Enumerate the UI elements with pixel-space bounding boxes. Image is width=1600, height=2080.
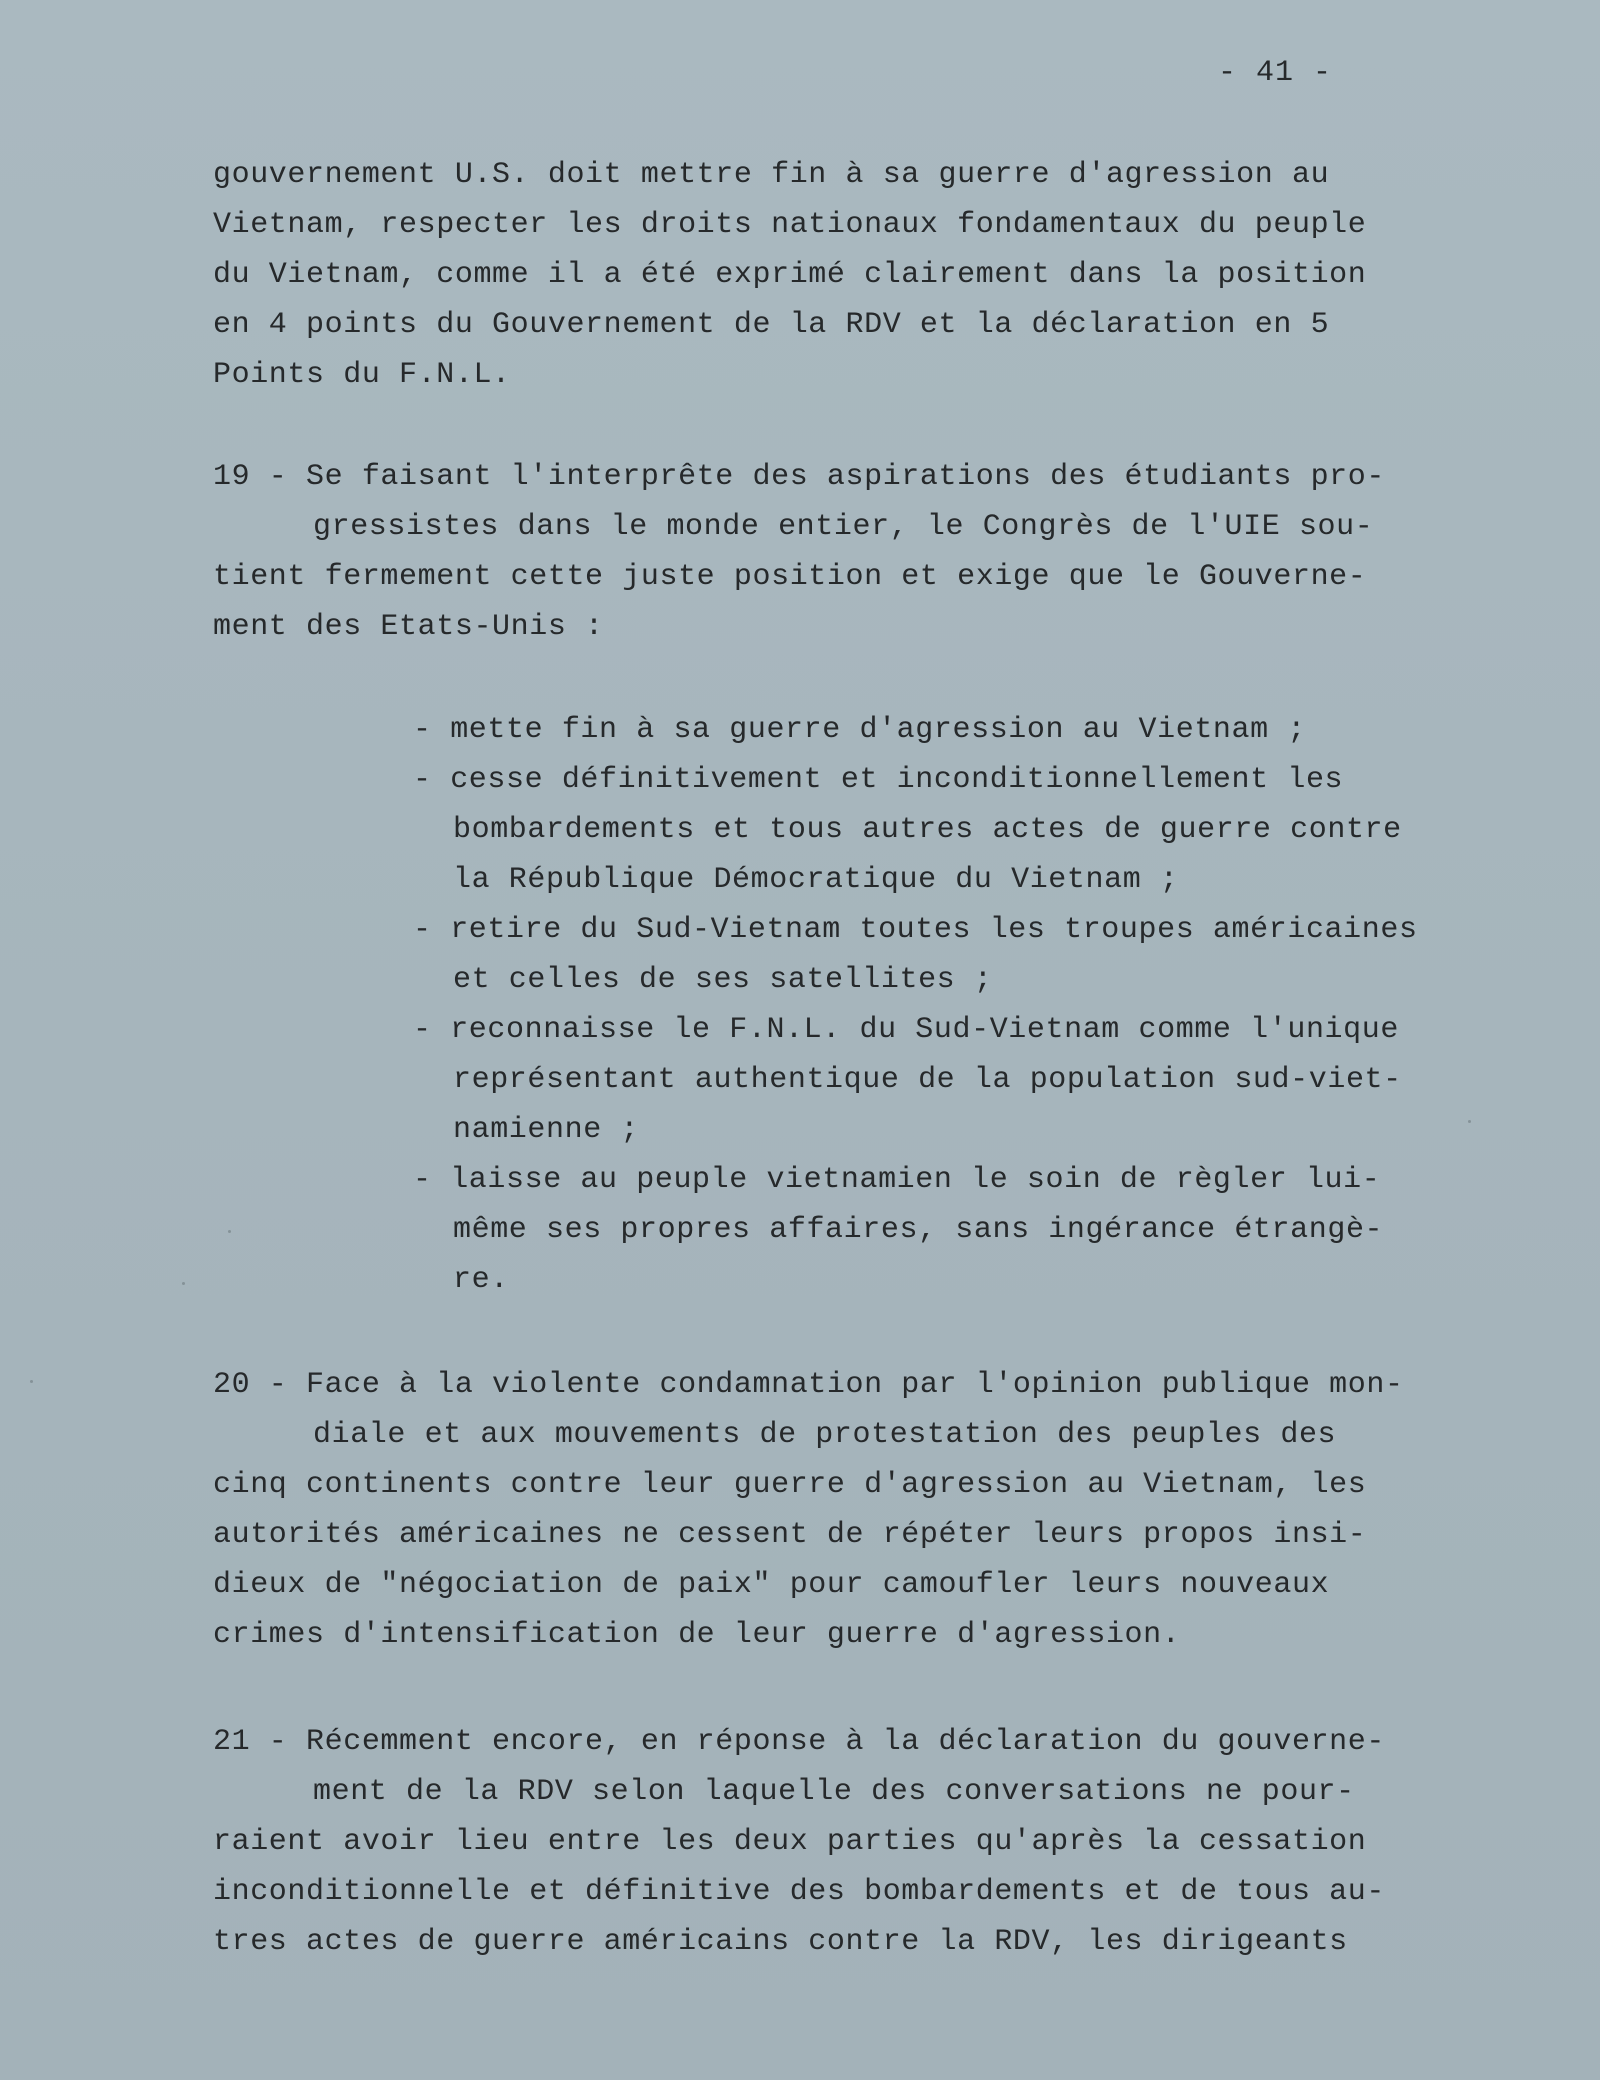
paragraph-line: diale et aux mouvements de protestation des peuples des [313, 1418, 1337, 1452]
demand-line: - mette fin à sa guerre d'agression au Vietnam ; [413, 713, 1306, 747]
paragraph-20 [213, 1360, 1513, 1660]
demand-line: et celles de ses satellites ; [453, 963, 993, 997]
paper-speck [30, 1380, 33, 1383]
paragraph-line: 21 - Récemment encore, en réponse à la déclaration du gouverne- [213, 1725, 1385, 1759]
page-number: - 41 - [1218, 56, 1333, 90]
demand-line: la République Démocratique du Vietnam ; [453, 863, 1179, 897]
demand-item [413, 1155, 1513, 1305]
demand-item [413, 705, 1513, 755]
paragraph-line: autorités américaines ne cessent de répéter leurs propos insi- [213, 1518, 1367, 1552]
paragraph-line: raient avoir lieu entre les deux parties qu'après la cessation [213, 1825, 1367, 1859]
demand-line: - cesse définitivement et inconditionnellement les [413, 763, 1344, 797]
paragraph-line: gressistes dans le monde entier, le Congrès de l'UIE sou- [313, 510, 1374, 544]
demand-line: - retire du Sud-Vietnam toutes les troupes américaines [413, 913, 1418, 947]
paragraph-line: 19 - Se faisant l'interprête des aspirations des étudiants pro- [213, 460, 1385, 494]
demand-line: - reconnaisse le F.N.L. du Sud-Vietnam comme l'unique [413, 1013, 1399, 1047]
paragraph-line: ment des Etats-Unis : [213, 610, 604, 644]
paragraph-line: dieux de "négociation de paix" pour camoufler leurs nouveaux [213, 1568, 1330, 1602]
intro-paragraph [213, 150, 1513, 400]
paragraph-19 [213, 452, 1513, 652]
paragraph-line: inconditionnelle et définitive des bombardements et de tous au- [213, 1875, 1385, 1909]
demand-line: représentant authentique de la population sud-viet- [453, 1063, 1402, 1097]
paper-speck [182, 1282, 185, 1285]
paragraph-line: Vietnam, respecter les droits nationaux fondamentaux du peuple [213, 208, 1367, 242]
demand-line: - laisse au peuple vietnamien le soin de règler lui- [413, 1163, 1381, 1197]
paragraph-line: ment de la RDV selon laquelle des conversations ne pour- [313, 1775, 1355, 1809]
paragraph-line: en 4 points du Gouvernement de la RDV et la déclaration en 5 [213, 308, 1330, 342]
paragraph-line: cinq continents contre leur guerre d'agression au Vietnam, les [213, 1468, 1367, 1502]
paragraph-line: Points du F.N.L. [213, 358, 511, 392]
paragraph-line: tient fermement cette juste position et exige que le Gouverne- [213, 560, 1367, 594]
paragraph-line: 20 - Face à la violente condamnation par l'opinion publique mon- [213, 1368, 1404, 1402]
demand-item [413, 1005, 1513, 1155]
demand-item [413, 755, 1513, 905]
demand-line: bombardements et tous autres actes de guerre contre [453, 813, 1402, 847]
paragraph-line: du Vietnam, comme il a été exprimé clairement dans la position [213, 258, 1367, 292]
paper-speck [1468, 1120, 1471, 1123]
demands-list [413, 705, 1513, 1305]
paragraph-21 [213, 1717, 1513, 1967]
paper-speck [228, 1230, 231, 1233]
paragraph-line: crimes d'intensification de leur guerre d'agression. [213, 1618, 1181, 1652]
paragraph-line: tres actes de guerre américains contre la RDV, les dirigeants [213, 1925, 1348, 1959]
demand-item [413, 905, 1513, 1005]
demand-line: namienne ; [453, 1113, 640, 1147]
paragraph-line: gouvernement U.S. doit mettre fin à sa guerre d'agression au [213, 158, 1330, 192]
demand-line: même ses propres affaires, sans ingérance étrangè- [453, 1213, 1384, 1247]
demand-line: re. [453, 1263, 509, 1297]
